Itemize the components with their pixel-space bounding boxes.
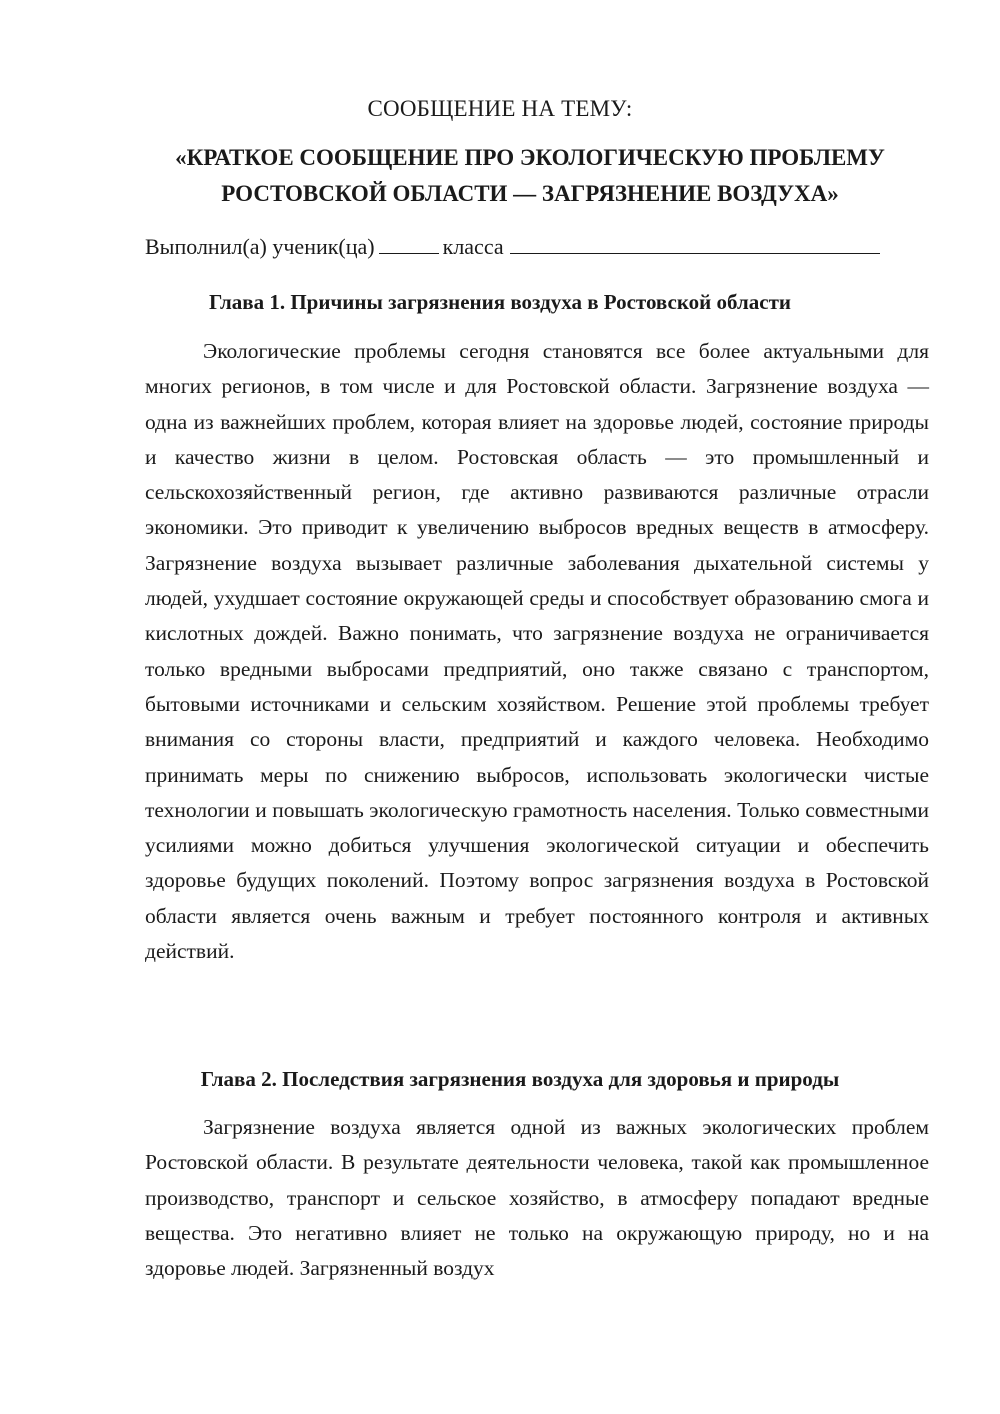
author-class-label: класса xyxy=(442,234,504,259)
author-prefix: Выполнил(а) ученик(ца) xyxy=(145,234,375,259)
chapter-2-title: Глава 2. Последствия загрязнения воздуха для здоровья и природы xyxy=(200,1067,840,1091)
chapter-1-title: Глава 1. Причины загрязнения воздуха в Ростовской области xyxy=(208,290,792,314)
author-line xyxy=(145,232,880,262)
name-blank xyxy=(510,233,880,254)
title-line-1: «КРАТКОЕ СООБЩЕНИЕ ПРО ЭКОЛОГИЧЕСКУЮ ПРОБЛЕМУ xyxy=(175,145,885,170)
document-title xyxy=(120,140,940,212)
title-line-2: РОСТОВСКОЙ ОБЛАСТИ — ЗАГРЯЗНЕНИЕ ВОЗДУХА» xyxy=(221,181,839,206)
chapter-2-paragraph: Загрязнение воздуха является одной из важных экологических проблем Ростовской области. В результате деятельности человека, такой как промышленное производство, транспорт и сельское хозяйство, в атмосферу попадают вредные вещества. Это негативно влияет не только на окружающую природу, но и на здоровье людей. Загрязненный воздух xyxy=(145,1115,929,1281)
grade-blank xyxy=(379,233,439,254)
chapter-1-paragraph: Экологические проблемы сегодня становятся все более актуальными для многих регионов, в том числе и для Ростовской области. Загрязнение воздуха — одна из важнейших проблем, которая влияет на здоровье людей, состояние природы и качество жизни в целом. Ростовская область — это промышленный и сельскохозяйственный регион, где активно развиваются различные отрасли экономики. Это приводит к увеличению выбросов вредных веществ в атмосферу. Загрязнение воздуха вызывает различные заболевания дыхательной системы у людей, ухудшает состояние окружающей среды и способствует образованию смога и кислотных дождей. Важно понимать, что загрязнение воздуха не ограничивается только вредными выбросами предприятий, оно также связано с транспортом, бытовыми источниками и сельским хозяйством. Решение этой проблемы требует внимания со стороны власти, предприятий и каждого человека. Необходимо принимать меры по снижению выбросов, использовать экологически чистые технологии и повышать экологическую грамотность населения. Только совместными усилиями можно добиться улучшения экологической ситуации и обеспечить здоровье будущих поколений. Поэтому вопрос загрязнения воздуха в Ростовской области является очень важным и требует постоянного контроля и активных действий. xyxy=(145,339,929,964)
document-heading: СООБЩЕНИЕ НА ТЕМУ: xyxy=(367,96,633,121)
